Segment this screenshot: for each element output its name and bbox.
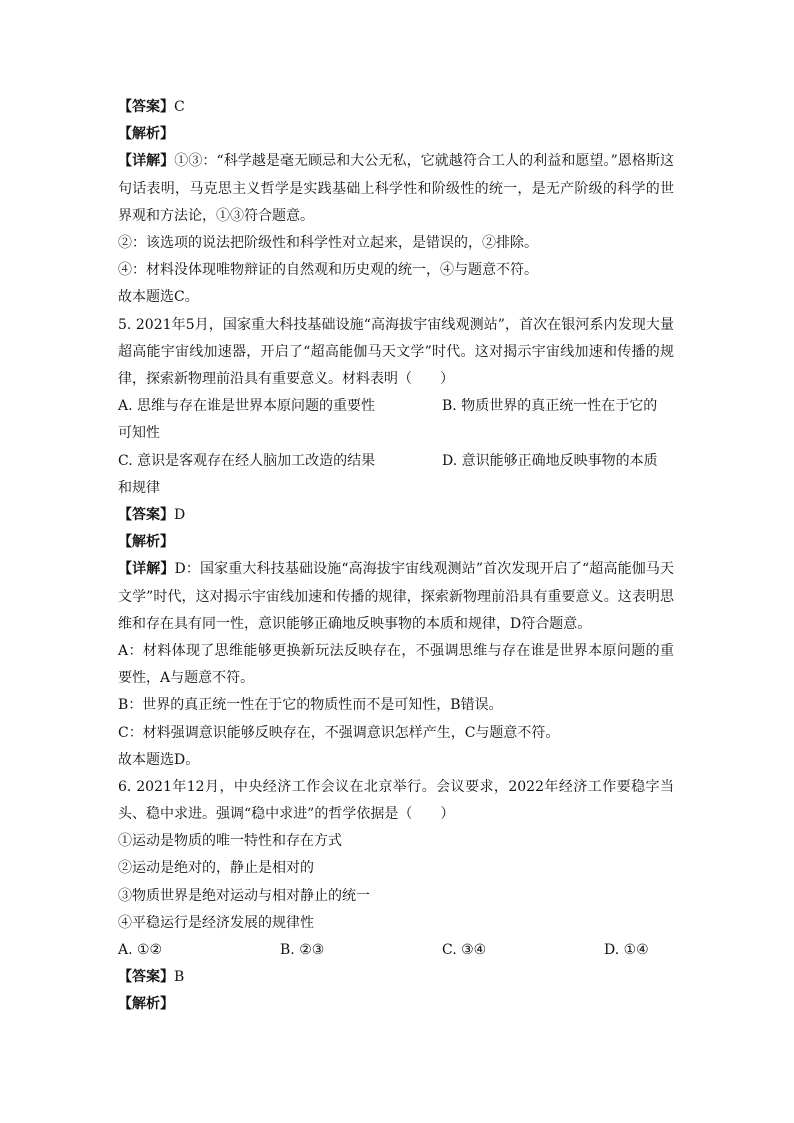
q5-options-cd (118, 448, 674, 475)
q6-stem: 6. 2021年12月，中央经济工作会议在北京举行。会议要求，2022年经济工作要稳字当头、稳中求进。强调“稳中求进”的哲学依据是（ ） (118, 778, 674, 823)
detail-text: ①③：“科学越是毫无顾忌和大公无私，它就越符合工人的利益和愿望。”恩格斯这句话表明，马克思主义哲学是实践基础上科学性和阶级性的统一，是无产阶级的科学的世界观和方法论，①③符合题意。 (118, 153, 675, 224)
detail-label: 【详解】 (118, 153, 175, 170)
q5-option-d: D. 意识能够正确地反映事物的本质 (442, 452, 658, 469)
q5-option-b: B. 物质世界的真正统一性在于它的 (442, 398, 658, 415)
q5-option-a: A. 思维与存在谁是世界本原问题的重要性 (118, 398, 376, 415)
q5-answer (118, 502, 674, 529)
q6-option-d: D. ①④ (604, 942, 649, 959)
answer-label: 【答案】 (118, 969, 174, 986)
q5-detail-2: A：材料体现了思维能够更换新玩法反映存在，不强调思维与存在谁是世界本原问题的重要性，A与题意不符。 (118, 642, 674, 687)
q6-analysis-label: 【解析】 (118, 996, 174, 1013)
q5-option-d-cont: 和规律 (118, 479, 160, 496)
q5-option-b-cont: 可知性 (118, 425, 160, 442)
q5-analysis-label: 【解析】 (118, 534, 174, 551)
q6-option-b: B. ②③ (280, 942, 325, 959)
q5-detail-4: C：材料强调意识能够反映存在，不强调意识怎样产生，C与题意不符。 (118, 724, 560, 741)
q6-item-2: ②运动是绝对的，静止是相对的 (118, 860, 314, 877)
q6-item-3: ③物质世界是绝对运动与相对静止的统一 (118, 887, 370, 904)
answer-value: D (174, 506, 186, 523)
q6-item-1: ①运动是物质的唯一特性和存在方式 (118, 833, 342, 850)
answer-label: 【答案】 (118, 99, 174, 115)
q4-detail-1 (118, 148, 674, 230)
q6-options (118, 937, 674, 964)
answer-value: C (174, 99, 185, 115)
q4-conclusion: 故本题选C。 (118, 289, 199, 306)
detail-text: D：国家重大科技基础设施“高海拔宇宙线观测站”首次发现开启了“超高能伽马天文学”时代，这对揭示宇宙线加速和传播的规律，探索新物理前沿具有重要意义。这表明思维和存在具有同一性，意识能够正确地反映事物的本质和规律，D符合题意。 (118, 561, 674, 632)
q5-conclusion: 故本题选D。 (118, 751, 200, 768)
q6-item-4: ④平稳运行是经济发展的规律性 (118, 914, 314, 931)
document-page (118, 94, 674, 1019)
detail-label: 【详解】 (118, 561, 175, 578)
q6-option-a: A. ①② (118, 942, 163, 959)
q6-option-c: C. ③④ (442, 942, 487, 959)
q5-detail-1 (118, 556, 674, 638)
answer-label: 【答案】 (118, 506, 174, 523)
q5-stem: 5. 2021年5月，国家重大科技基础设施“高海拔宇宙线观测站”，首次在银河系内发现大量超高能宇宙线加速器，开启了“超高能伽马天文学”时代。这对揭示宇宙线加速和传播的规律，探索新物理前沿具有重要意义。材料表明（ ） (118, 316, 674, 387)
q5-options-ab (118, 393, 674, 420)
q4-detail-2: ②：该选项的说法把阶级性和科学性对立起来，是错误的，②排除。 (118, 234, 538, 251)
q4-detail-3: ④：材料没体现唯物辩证的自然观和历史观的统一，④与题意不符。 (118, 262, 538, 279)
q4-analysis-label: 【解析】 (118, 126, 174, 143)
q4-answer (118, 94, 674, 121)
q5-detail-3: B：世界的真正统一性在于它的物质性而不是可知性，B错误。 (118, 697, 503, 714)
q6-answer (118, 964, 674, 991)
answer-value: B (174, 969, 185, 986)
q5-option-c: C. 意识是客观存在经人脑加工改造的结果 (118, 452, 376, 469)
